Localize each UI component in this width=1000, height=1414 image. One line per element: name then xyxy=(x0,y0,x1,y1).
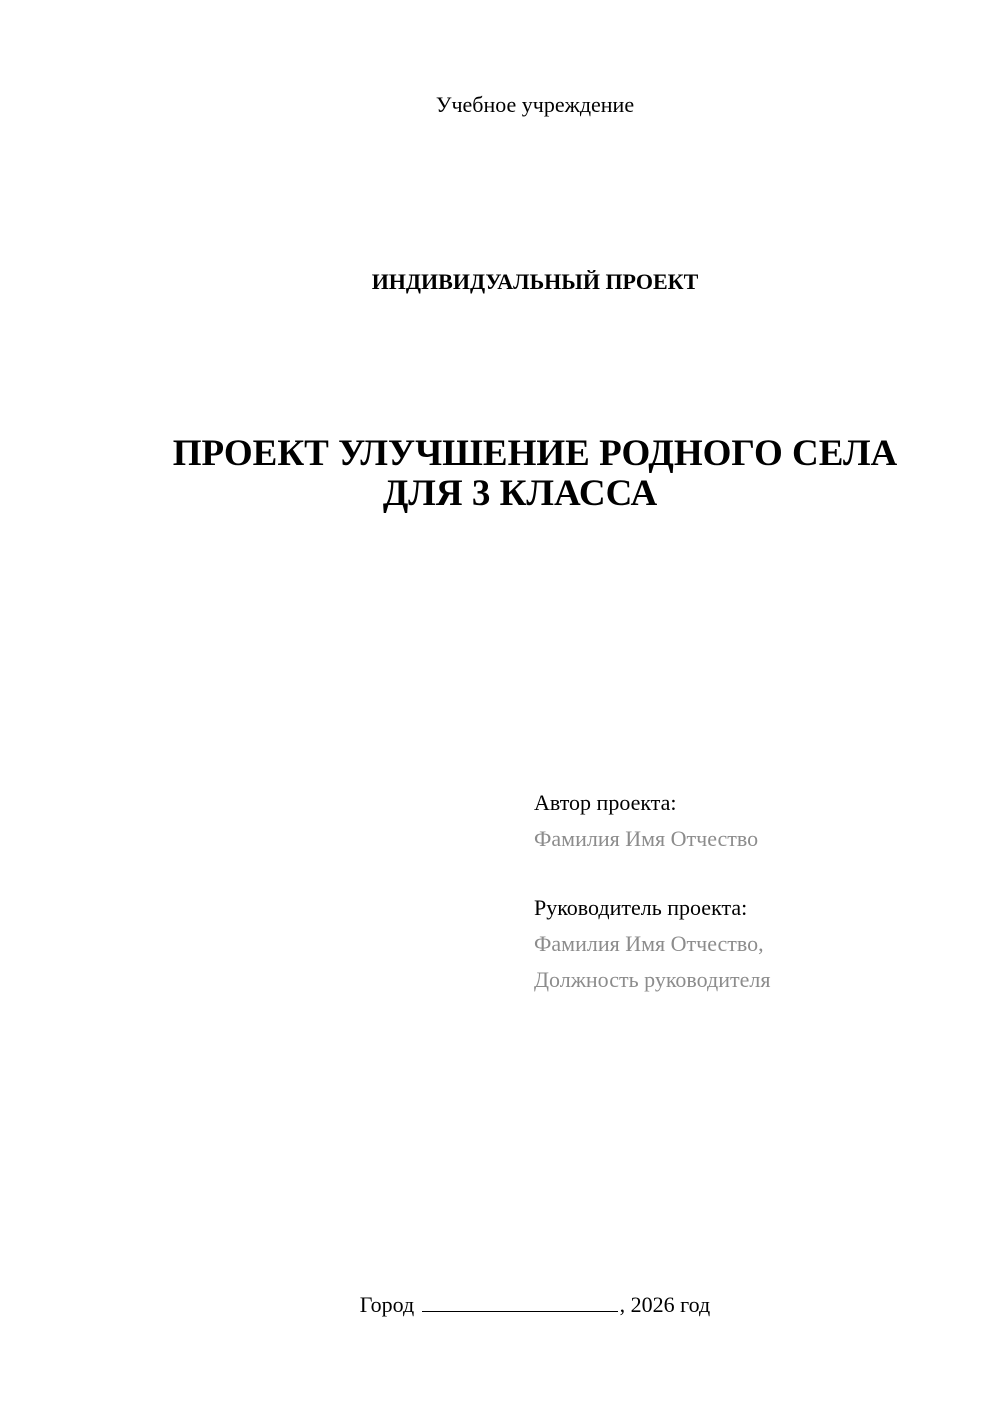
author-name-placeholder: Фамилия Имя Отчество xyxy=(534,826,759,851)
document-kind: ИНДИВИДУАЛЬНЫЙ ПРОЕКТ xyxy=(371,269,699,294)
institution-name: Учебное учреждение xyxy=(435,92,635,117)
supervisor-block xyxy=(534,890,954,998)
footer-city-year xyxy=(0,1290,1000,1320)
project-title xyxy=(140,434,930,514)
year-text: , 2026 год xyxy=(619,1292,711,1317)
project-title-line-2: ДЛЯ 3 КЛАССА xyxy=(382,473,658,514)
supervisor-position-placeholder: Должность руководителя xyxy=(534,967,771,992)
author-block xyxy=(534,785,954,857)
supervisor-label: Руководитель проекта: xyxy=(534,895,748,920)
city-label: Город xyxy=(359,1292,415,1317)
city-blank-line xyxy=(422,1309,618,1312)
project-title-line-1: ПРОЕКТ УЛУЧШЕНИЕ РОДНОГО СЕЛА xyxy=(172,433,898,474)
author-label: Автор проекта: xyxy=(534,790,677,815)
supervisor-name-placeholder: Фамилия Имя Отчество, xyxy=(534,931,764,956)
